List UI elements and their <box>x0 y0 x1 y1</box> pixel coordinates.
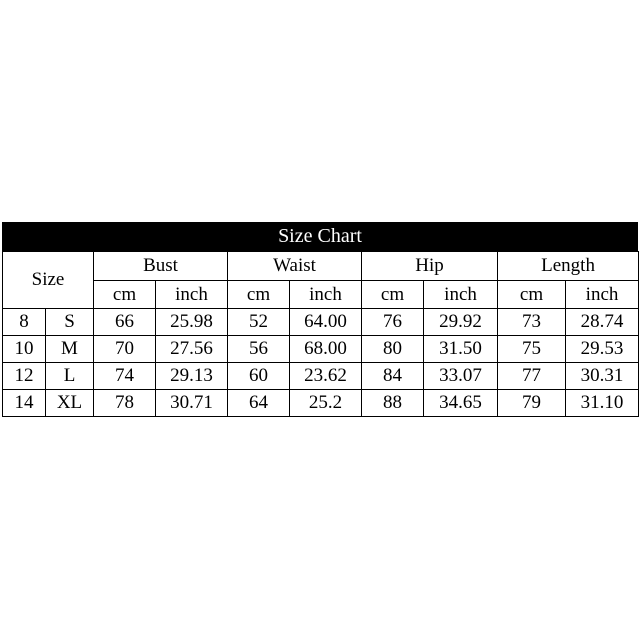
size-letter: L <box>46 363 94 390</box>
waist-cm-cell: 52 <box>228 309 290 336</box>
group-header-hip: Hip <box>362 252 498 281</box>
table-row <box>3 363 639 390</box>
group-header-row <box>3 252 639 281</box>
size-number: 12 <box>3 363 46 390</box>
unit-header-hip-cm: cm <box>362 281 424 309</box>
unit-header-bust-cm: cm <box>94 281 156 309</box>
bust-cm-cell: 78 <box>94 390 156 417</box>
length-cm-cell: 73 <box>498 309 566 336</box>
waist-inch-cell: 23.62 <box>290 363 362 390</box>
hip-cm-cell: 76 <box>362 309 424 336</box>
size-chart-title: Size Chart <box>2 222 638 251</box>
bust-cm-cell: 70 <box>94 336 156 363</box>
hip-cm-cell: 88 <box>362 390 424 417</box>
length-inch-cell: 28.74 <box>566 309 639 336</box>
size-header: Size <box>3 252 94 309</box>
bust-cm-cell: 66 <box>94 309 156 336</box>
length-inch-cell: 31.10 <box>566 390 639 417</box>
group-header-length: Length <box>498 252 639 281</box>
waist-cm-cell: 60 <box>228 363 290 390</box>
unit-header-waist-inch: inch <box>290 281 362 309</box>
unit-header-length-cm: cm <box>498 281 566 309</box>
bust-inch-cell: 29.13 <box>156 363 228 390</box>
waist-inch-cell: 68.00 <box>290 336 362 363</box>
hip-cm-cell: 84 <box>362 363 424 390</box>
hip-inch-cell: 33.07 <box>424 363 498 390</box>
table-row <box>3 336 639 363</box>
group-header-bust: Bust <box>94 252 228 281</box>
bust-inch-cell: 27.56 <box>156 336 228 363</box>
length-cm-cell: 75 <box>498 336 566 363</box>
waist-inch-cell: 25.2 <box>290 390 362 417</box>
unit-header-row <box>3 281 639 309</box>
size-chart <box>2 222 638 417</box>
size-number: 10 <box>3 336 46 363</box>
bust-inch-cell: 30.71 <box>156 390 228 417</box>
unit-header-length-inch: inch <box>566 281 639 309</box>
size-number: 14 <box>3 390 46 417</box>
bust-cm-cell: 74 <box>94 363 156 390</box>
waist-cm-cell: 56 <box>228 336 290 363</box>
group-header-waist: Waist <box>228 252 362 281</box>
unit-header-bust-inch: inch <box>156 281 228 309</box>
unit-header-hip-inch: inch <box>424 281 498 309</box>
hip-inch-cell: 34.65 <box>424 390 498 417</box>
waist-cm-cell: 64 <box>228 390 290 417</box>
size-letter: XL <box>46 390 94 417</box>
length-inch-cell: 29.53 <box>566 336 639 363</box>
size-letter: S <box>46 309 94 336</box>
size-letter: M <box>46 336 94 363</box>
length-inch-cell: 30.31 <box>566 363 639 390</box>
hip-inch-cell: 29.92 <box>424 309 498 336</box>
unit-header-waist-cm: cm <box>228 281 290 309</box>
hip-cm-cell: 80 <box>362 336 424 363</box>
length-cm-cell: 77 <box>498 363 566 390</box>
waist-inch-cell: 64.00 <box>290 309 362 336</box>
table-row <box>3 309 639 336</box>
bust-inch-cell: 25.98 <box>156 309 228 336</box>
size-table <box>2 251 639 417</box>
table-row <box>3 390 639 417</box>
size-number: 8 <box>3 309 46 336</box>
hip-inch-cell: 31.50 <box>424 336 498 363</box>
length-cm-cell: 79 <box>498 390 566 417</box>
